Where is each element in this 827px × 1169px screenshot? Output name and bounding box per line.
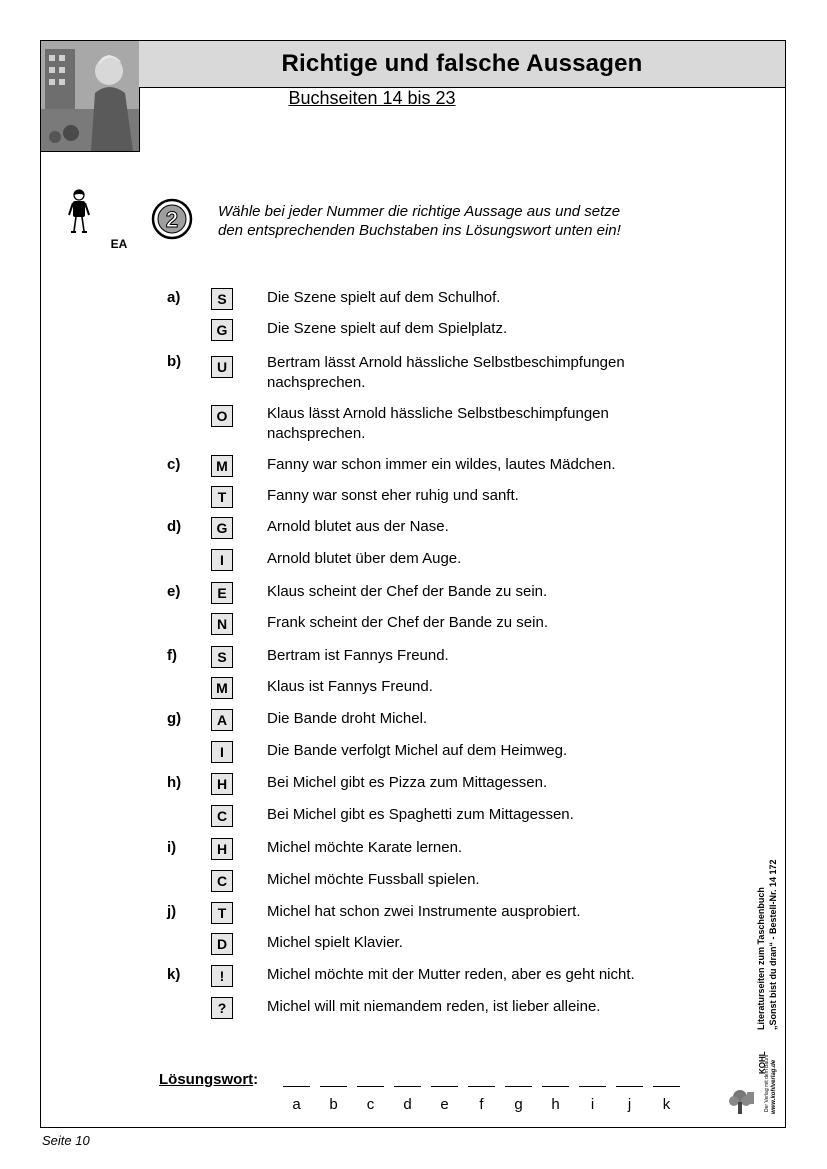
- answer-text: Klaus lässt Arnold hässliche Selbstbeschimpfungen nachsprechen.: [267, 405, 609, 442]
- answer-text: Die Bande verfolgt Michel auf dem Heimweg.: [267, 742, 568, 759]
- answer-box: G: [211, 319, 233, 341]
- ea-label: EA: [110, 237, 128, 251]
- answer-box: O: [211, 405, 233, 427]
- answer-box: H: [211, 838, 233, 860]
- answer-text: Arnold blutet über dem Auge.: [267, 550, 462, 567]
- solution-label-colon: :: [253, 1071, 259, 1088]
- answer-box: T: [211, 486, 233, 508]
- answer-text: Michel will mit niemandem reden, ist lieber alleine.: [267, 998, 601, 1015]
- logo-mark: [747, 1092, 754, 1104]
- answer-box: E: [211, 582, 233, 604]
- answer-text: Michel möchte mit der Mutter reden, aber es geht nicht.: [267, 966, 635, 983]
- answer-box: U: [211, 356, 233, 378]
- solution-blank[interactable]: [542, 1086, 569, 1087]
- question-letter: f): [167, 647, 177, 664]
- answer-box: M: [211, 677, 233, 699]
- question-letter: b): [167, 353, 182, 370]
- solution-blank[interactable]: [653, 1086, 680, 1087]
- title-bar: [139, 41, 785, 88]
- answer-text: Michel möchte Fussball spielen.: [267, 871, 480, 888]
- question-letter: a): [167, 289, 181, 306]
- solution-blank[interactable]: [468, 1086, 495, 1087]
- answer-text: Bertram lässt Arnold hässliche Selbstbeschimpfungen nachsprechen.: [267, 354, 625, 391]
- answer-text: Michel spielt Klavier.: [267, 934, 403, 951]
- answer-text: Die Bande droht Michel.: [267, 710, 428, 727]
- answer-text: Fanny war sonst eher ruhig und sanft.: [267, 487, 519, 504]
- answer-box: D: [211, 933, 233, 955]
- question-letter: h): [167, 774, 182, 791]
- question-letter: k): [167, 966, 181, 983]
- solution-label-text: Lösungswort: [159, 1071, 254, 1088]
- solution-letter: k: [662, 1096, 671, 1113]
- answer-text: Klaus scheint der Chef der Bande zu sein.: [267, 583, 548, 600]
- page-title: Richtige und falsche Aussagen: [281, 50, 643, 77]
- answer-text: Bei Michel gibt es Spaghetti zum Mittagessen.: [267, 806, 574, 823]
- instruction-line-2: den entsprechenden Buchstaben ins Lösungswort unten ein!: [218, 222, 621, 239]
- answer-box: A: [211, 709, 233, 731]
- solution-letter: j: [627, 1096, 632, 1113]
- answer-box: C: [211, 870, 233, 892]
- answer-box: S: [211, 288, 233, 310]
- solution-word-label: [159, 1071, 258, 1088]
- logo-name: KOHL: [758, 1051, 767, 1074]
- solution-blank[interactable]: [283, 1086, 310, 1087]
- answer-text: Michel hat schon zwei Instrumente ausprobiert.: [267, 903, 581, 920]
- answer-box: ?: [211, 997, 233, 1019]
- student-figure-icon: [66, 184, 92, 254]
- answer-box: C: [211, 805, 233, 827]
- solution-letter: d: [403, 1096, 412, 1113]
- solution-blank[interactable]: [505, 1086, 532, 1087]
- answer-box: H: [211, 773, 233, 795]
- question-letter: d): [167, 518, 182, 535]
- task-instruction: [218, 202, 688, 240]
- solution-blank[interactable]: [431, 1086, 458, 1087]
- logo-tagline: Der Verlag mit dem Baum: [764, 1054, 770, 1112]
- solution-blank[interactable]: [357, 1086, 384, 1087]
- solution-letter: g: [514, 1096, 523, 1113]
- question-letter: j): [167, 903, 177, 920]
- instruction-line-1: Wähle bei jeder Nummer die richtige Aussage aus und setze: [218, 203, 621, 220]
- solution-letter: f: [479, 1096, 484, 1113]
- subtitle-text: Buchseiten 14 bis 23: [288, 88, 456, 108]
- solution-letter: i: [590, 1096, 595, 1113]
- task-number-icon: [151, 198, 193, 240]
- answer-box: M: [211, 455, 233, 477]
- solution-blank[interactable]: [616, 1086, 643, 1087]
- answer-box: N: [211, 613, 233, 635]
- solution-letter: c: [366, 1096, 375, 1113]
- answer-box: !: [211, 965, 233, 987]
- side-text-line-1: Literaturseiten zum Taschenbuch: [756, 887, 766, 1030]
- solution-blank[interactable]: [579, 1086, 606, 1087]
- answer-box: I: [211, 549, 233, 571]
- solution-blank[interactable]: [394, 1086, 421, 1087]
- question-letter: e): [167, 583, 181, 600]
- answer-box: S: [211, 646, 233, 668]
- answer-box: I: [211, 741, 233, 763]
- solution-blank[interactable]: [320, 1086, 347, 1087]
- question-letter: c): [167, 456, 181, 473]
- solution-letter: e: [440, 1096, 449, 1113]
- solution-letter: a: [292, 1096, 301, 1113]
- answer-text: Bei Michel gibt es Pizza zum Mittagessen.: [267, 774, 548, 791]
- question-letter: g): [167, 710, 182, 727]
- solution-letter: b: [329, 1096, 338, 1113]
- answer-box: T: [211, 902, 233, 924]
- answer-text: Michel möchte Karate lernen.: [267, 839, 463, 856]
- answer-box: G: [211, 517, 233, 539]
- question-letter: i): [167, 839, 177, 856]
- answer-text: Die Szene spielt auf dem Spielplatz.: [267, 320, 508, 337]
- answer-text: Fanny war schon immer ein wildes, lautes Mädchen.: [267, 456, 616, 473]
- task-number: 2: [165, 207, 179, 232]
- answer-text: Frank scheint der Chef der Bande zu sein.: [267, 614, 548, 631]
- solution-letter: h: [551, 1096, 560, 1113]
- answer-text: Klaus ist Fannys Freund.: [267, 678, 433, 695]
- page-subtitle: [98, 88, 646, 109]
- answer-text: Bertram ist Fannys Freund.: [267, 647, 449, 664]
- publisher-url: www.kohlverlag.de: [771, 1059, 777, 1114]
- page-number: Seite 10: [42, 1133, 90, 1148]
- answer-text: Arnold blutet aus der Nase.: [267, 518, 449, 535]
- answer-text: Die Szene spielt auf dem Schulhof.: [267, 289, 501, 306]
- side-text-line-2: „Sonst bist du dran“ - Bestell-Nr. 14 172: [768, 859, 778, 1030]
